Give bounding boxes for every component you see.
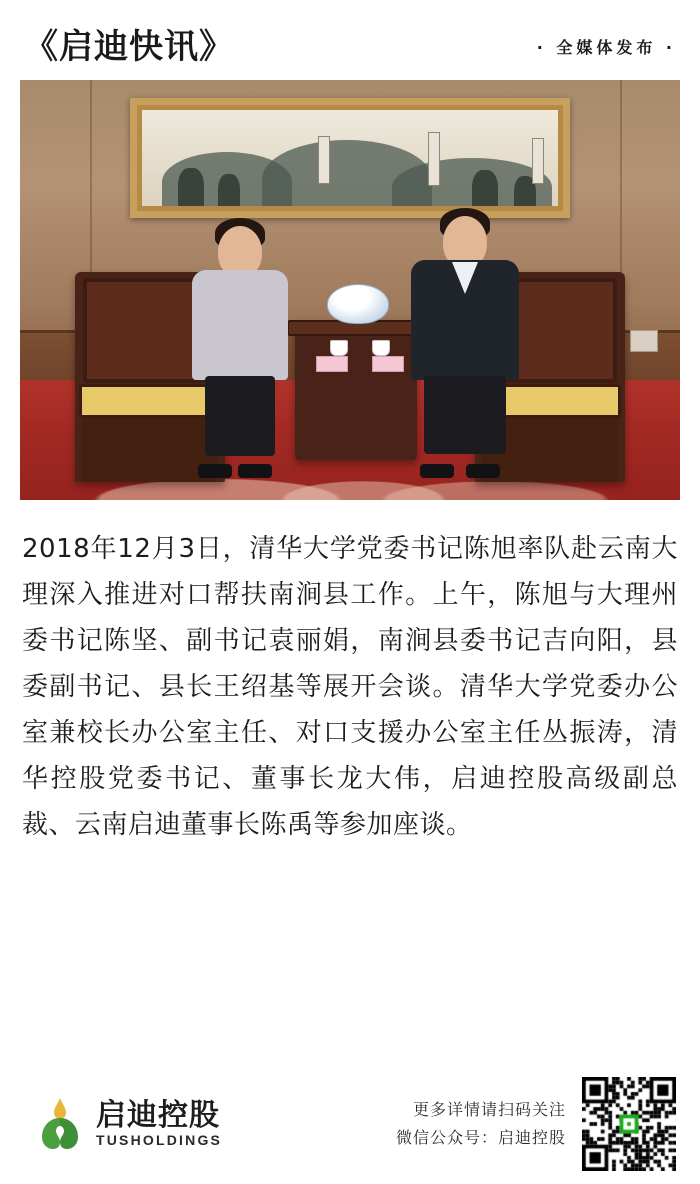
shoe [466,464,500,478]
pagoda-icon [428,132,440,186]
torso [192,270,288,380]
landscape-painting [130,98,570,218]
legs [424,376,506,454]
tea-cup [372,340,390,356]
page-title: 《启迪快讯》 [24,27,234,67]
tea-cup [330,340,348,356]
brand-name-en: TUSHOLDINGS [96,1132,223,1148]
brand-logo [34,1096,222,1152]
shoe [420,464,454,478]
qr-code-icon[interactable] [582,1077,676,1171]
article-body: 2018年12月3日，清华大学党委书记陈旭率队赴云南大理深入推进对口帮扶南涧县工作。上午，陈旭与大理州委书记陈坚、副书记袁丽娟，南涧县委书记吉向阳，县委副书记、县长王绍基等展开会谈。清华大学党委办公室兼校长办公室主任、对口支援办公室主任丛振涛，清华控股党委书记、董事长龙大伟，启迪控股高级副总裁、云南启迪董事长陈禹等参加座谈。 [22,534,678,840]
header [0,0,700,80]
footer-note-line2: 微信公众号：启迪控股 [395,1128,566,1147]
wall-outlet [630,330,658,352]
person-left [180,218,300,478]
header-tagline: · 全媒体发布 · [536,37,676,57]
ink-tree [178,168,204,206]
footer-note-line1: 更多详情请扫码关注 [412,1100,566,1119]
meeting-photo [20,80,680,500]
legs [205,376,275,456]
shoe [238,464,272,478]
ink-tree [218,174,240,206]
painting-inner [142,110,558,206]
shoe [198,464,232,478]
brand-logo-text [96,1100,222,1148]
footer-note [396,1096,582,1152]
footer [0,1064,700,1184]
tusholdings-logo-icon [34,1096,86,1152]
brand-name-cn: 启迪控股 [96,1098,220,1133]
ink-tree [472,170,498,206]
side-table [295,320,417,460]
porcelain-vase [327,284,389,324]
person-right [400,208,530,478]
name-card [316,356,348,372]
pagoda-icon [532,138,544,184]
photo-canvas [20,80,680,500]
pagoda-icon [318,136,330,184]
